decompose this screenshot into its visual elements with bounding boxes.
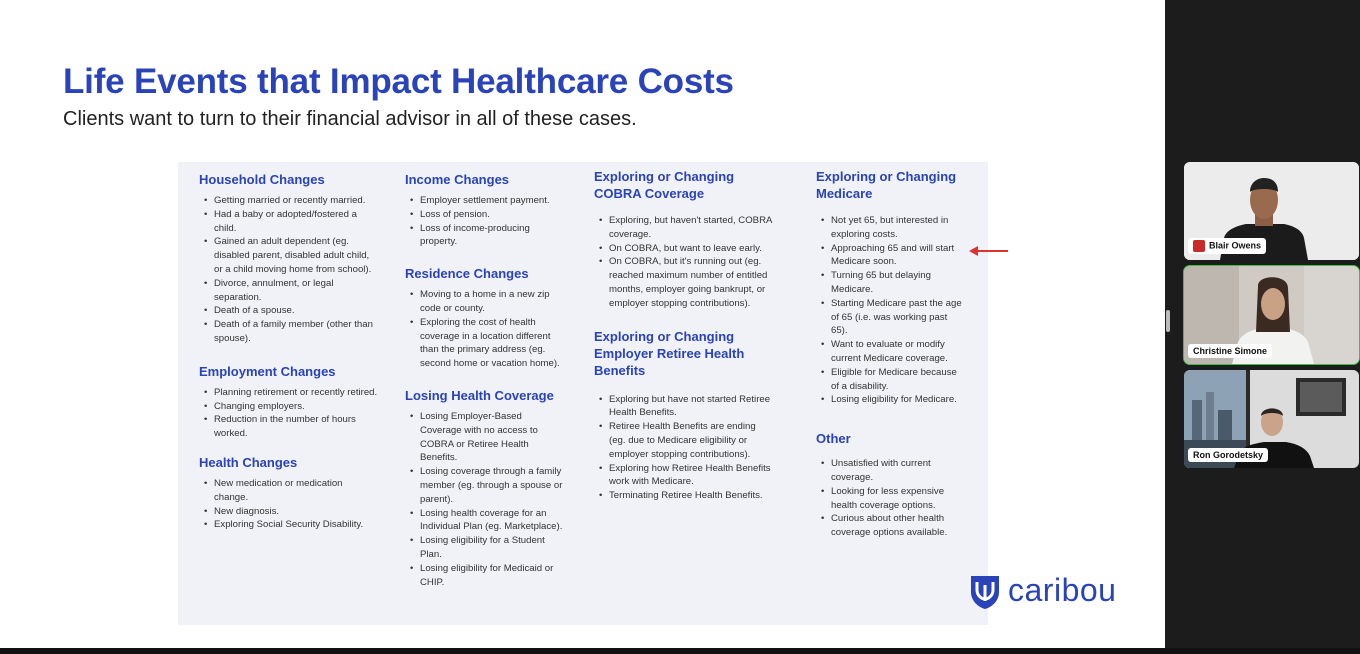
list-item: • Death of a spouse.	[214, 304, 379, 318]
red-arrow-icon	[969, 244, 1009, 258]
section-employment-changes	[199, 363, 379, 441]
caribou-logo	[968, 570, 1138, 616]
list-item: • Curious about other health coverage options available.	[831, 512, 966, 540]
section-heading: Losing Health Coverage	[405, 387, 554, 403]
life-events-panel	[178, 162, 988, 625]
list-item: • Losing health coverage for an Individual Plan (eg. Marketplace).	[420, 507, 565, 535]
section-medicare	[816, 168, 966, 407]
section-heading: Household Changes	[199, 172, 325, 187]
section-heading: Income Changes	[405, 172, 510, 187]
section-income-changes	[405, 171, 565, 249]
section-heading: Other	[816, 431, 851, 447]
list-item: • Reduction in the number of hours worked.	[214, 413, 379, 441]
section-employer-retiree	[594, 328, 774, 503]
list-item: • Losing eligibility for Medicare.	[831, 393, 966, 407]
list-item: • Changing employers.	[214, 400, 379, 414]
list-item: • Exploring how Retiree Health Benefits work with Medicare.	[609, 462, 774, 490]
list-item: • Exploring Social Security Disability.	[214, 518, 379, 532]
list-item: • Eligible for Medicare because of a disability.	[831, 366, 966, 394]
slide-subtitle: Clients want to turn to their financial advisor in all of these cases.	[63, 108, 637, 130]
column-3	[594, 168, 774, 503]
list-item: • On COBRA, but it's running out (eg. reached maximum number of entitled months, employer going bankrupt, or employer stopping contributions).	[609, 255, 774, 310]
section-heading: Exploring or Changing COBRA Coverage	[594, 169, 735, 201]
list-item: • On COBRA, but want to leave early.	[609, 242, 774, 256]
section-heading: Residence Changes	[405, 266, 529, 282]
list-item: • Retiree Health Benefits are ending (eg. due to Medicare eligibility or employer stopping contributions).	[609, 420, 774, 461]
list-item: • Loss of pension.	[420, 208, 565, 222]
participant-name-tag: Ron Gorodetsky	[1188, 448, 1268, 462]
list-item: • Moving to a home in a new zip code or county.	[420, 288, 565, 316]
section-cobra	[594, 168, 774, 311]
list-item: • Losing eligibility for a Student Plan.	[420, 534, 565, 562]
list-item: • Planning retirement or recently retired.	[214, 386, 379, 400]
list-item: • Exploring but have not started Retiree Health Benefits.	[609, 393, 774, 421]
muted-mic-icon	[1193, 240, 1205, 252]
list-item: • Turning 65 but delaying Medicare.	[831, 269, 966, 297]
participant-tile-blair-owens[interactable]	[1184, 162, 1359, 260]
list-item: • Exploring the cost of health coverage in a location different than the primary address (eg. second home or vacation home).	[420, 316, 565, 371]
section-residence-changes	[405, 265, 565, 371]
list-item: • Unsatisfied with current coverage.	[831, 457, 966, 485]
logo-wordmark: caribou	[1008, 572, 1117, 608]
list-item: • Had a baby or adopted/fostered a child.	[214, 208, 379, 236]
list-item: • Loss of income-producing property.	[420, 222, 565, 250]
list-item: • Starting Medicare past the age of 65 (i.e. was working past 65).	[831, 297, 966, 338]
column-1	[199, 171, 379, 532]
section-heading: Exploring or Changing Employer Retiree Health Benefits	[594, 328, 745, 378]
section-other	[816, 430, 966, 540]
column-4	[816, 168, 966, 540]
list-item: • Losing Employer-Based Coverage with no access to COBRA or Retiree Health Benefits.	[420, 410, 565, 465]
list-item: • Approaching 65 and will start Medicare soon.	[831, 242, 966, 270]
list-item: • Terminating Retiree Health Benefits.	[609, 489, 774, 503]
slide-title: Life Events that Impact Healthcare Costs	[63, 62, 734, 101]
column-2	[405, 171, 565, 589]
section-heading: Exploring or Changing Medicare	[816, 169, 957, 201]
section-heading: Employment Changes	[199, 363, 336, 379]
bottom-bar	[0, 648, 1360, 654]
list-item: • Losing coverage through a family member (eg. through a spouse or parent).	[420, 465, 565, 506]
participant-name-tag: Blair Owens	[1188, 238, 1266, 254]
list-item: • Exploring, but haven't started, COBRA coverage.	[609, 214, 774, 242]
section-losing-health-coverage	[405, 387, 565, 589]
list-item: • New medication or medication change.	[214, 477, 379, 505]
list-item: • Not yet 65, but interested in exploring costs.	[831, 214, 966, 242]
section-heading: Health Changes	[199, 454, 298, 470]
list-item: • Want to evaluate or modify current Medicare coverage.	[831, 338, 966, 366]
list-item: • Divorce, annulment, or legal separation.	[214, 277, 379, 305]
participant-tile-christine-simone[interactable]	[1184, 266, 1359, 364]
list-item: • Employer settlement payment.	[420, 194, 565, 208]
list-item: • Gained an adult dependent (eg. disabled parent, disabled adult child, or a child moving home from school).	[214, 235, 379, 276]
list-item: • Getting married or recently married.	[214, 194, 379, 208]
panel-resize-handle[interactable]	[1166, 310, 1170, 332]
section-health-changes	[199, 454, 379, 532]
list-item: • Looking for less expensive health coverage options.	[831, 485, 966, 513]
section-household-changes	[199, 171, 379, 346]
list-item: • Losing eligibility for Medicaid or CHIP.	[420, 562, 565, 590]
list-item: • New diagnosis.	[214, 505, 379, 519]
participant-name-tag: Christine Simone	[1188, 344, 1272, 358]
participant-tile-ron-gorodetsky[interactable]	[1184, 370, 1359, 468]
list-item: • Death of a family member (other than spouse).	[214, 318, 379, 346]
caribou-shield-icon	[968, 573, 1002, 611]
